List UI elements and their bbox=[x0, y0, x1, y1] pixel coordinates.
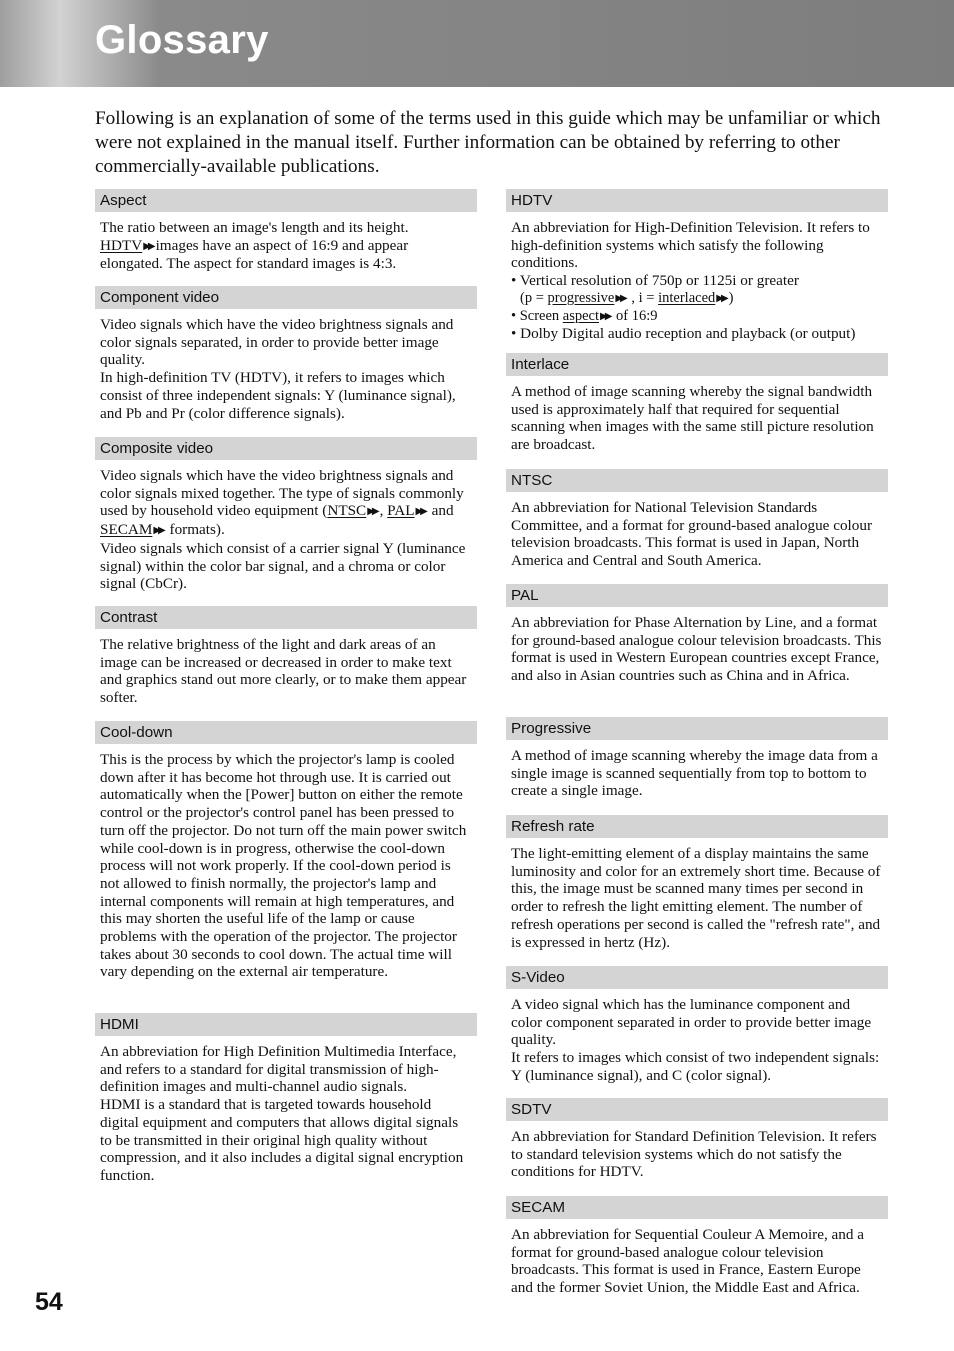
link-arrow-icon: ▶▶ bbox=[143, 240, 153, 252]
entry-secam bbox=[506, 1196, 888, 1297]
entry-body-cool-down bbox=[95, 744, 477, 981]
link-arrow-icon: ▶▶ bbox=[415, 506, 425, 518]
cool-down-text: This is the process by which the projector's lamp is cooled down after it has become hot through use. It is carried out automatically when the [Power] button on either the remote control or the projector's control panel has been pressed to turn off the projector. Do not turn off the main power switch while cool-down is in progress, otherwise the cool-down process will not work properly. If the cool-down period is not allowed to finish normally, the projector's lamp and internal components will remain at high temperatures, and this may shorten the useful life of the lamp or cause problems with the operation of the projector. The projector takes about 30 seconds to cool down. The actual time will vary depending on the external air temperature. bbox=[100, 751, 467, 981]
entry-title-s-video: S-Video bbox=[506, 966, 888, 989]
hdtv-bullet-1b-post: ) bbox=[728, 289, 734, 306]
entry-s-video bbox=[506, 966, 888, 1098]
entry-aspect bbox=[95, 189, 477, 286]
entry-body-secam bbox=[506, 1219, 888, 1297]
entry-body-s-video bbox=[506, 989, 888, 1085]
entry-progressive bbox=[506, 717, 888, 815]
hdtv-bullet-2-post: of 16:9 bbox=[612, 307, 658, 324]
left-column bbox=[95, 189, 477, 1185]
entry-title-hdmi: HDMI bbox=[95, 1013, 477, 1036]
hdtv-bullet-1: • Vertical resolution of 750p or 1125i or greater bbox=[511, 272, 799, 290]
entry-cool-down bbox=[95, 721, 477, 1013]
hdtv-bullet-3: • Dolby Digital audio reception and playback (or output) bbox=[511, 325, 856, 343]
entry-body-interlace bbox=[506, 376, 888, 454]
link-arrow-icon: ▶▶ bbox=[615, 292, 625, 304]
link-arrow-icon: ▶▶ bbox=[716, 292, 726, 304]
page-title: Glossary bbox=[95, 18, 269, 62]
header-banner bbox=[0, 0, 954, 87]
link-hdtv[interactable]: HDTV bbox=[100, 236, 143, 254]
entry-title-composite-video: Composite video bbox=[95, 437, 477, 460]
hdtv-bullet-1b-mid: , i = bbox=[627, 289, 659, 306]
entry-body-sdtv bbox=[506, 1121, 888, 1181]
link-arrow-icon: ▶▶ bbox=[367, 506, 377, 518]
composite-sep-2: and bbox=[427, 502, 454, 520]
ntsc-text: An abbreviation for National Television Standards Committee, and a format for ground-based analogue colour television broadcasts. This format is used in Japan, North America and Central and South America. bbox=[511, 499, 873, 570]
entry-body-composite-video bbox=[95, 460, 477, 593]
entry-title-hdtv: HDTV bbox=[506, 189, 888, 212]
interlace-text: A method of image scanning whereby the signal bandwidth used is approximately half that required for sequential scanning when images with the same still picture resolution are broadcast. bbox=[511, 383, 874, 454]
composite-text-1: Video signals which have the video brightness signals and color signals mixed together. The type of signals commonly used by household video equipment ( bbox=[100, 467, 464, 520]
hdmi-paragraph-1: An abbreviation for High Definition Multimedia Interface, and refers to a standard for digital transmission of high-definition images and multi-channel audio signals. bbox=[100, 1043, 457, 1096]
aspect-text-2: images have an aspect of 16:9 and appear elongated. The aspect for standard images is 4:3. bbox=[100, 236, 409, 273]
entry-title-aspect: Aspect bbox=[95, 189, 477, 212]
hdmi-paragraph-2: HDMI is a standard that is targeted towards household digital equipment and computers that allows digital signals to be transmitted in their original high quality without compression, and it also includes a digital signal encryption function. bbox=[100, 1096, 464, 1184]
composite-paragraph-2: Video signals which consist of a carrier signal Y (luminance signal) within the color bar signal, and a chroma or color signal (CbCr). bbox=[100, 539, 466, 593]
entry-body-aspect bbox=[95, 212, 477, 273]
link-interlaced[interactable]: interlaced bbox=[658, 289, 716, 306]
component-paragraph-1: Video signals which have the video brightness signals and color signals separated, in order to provide better image quality. bbox=[100, 316, 454, 369]
entry-title-progressive: Progressive bbox=[506, 717, 888, 740]
entry-body-refresh-rate bbox=[506, 838, 888, 951]
entry-title-ntsc: NTSC bbox=[506, 469, 888, 492]
pal-text: An abbreviation for Phase Alternation by Line, and a format for ground-based analogue colour television broadcasts. This format is used in Western European countries except France, and also in Asian countries such as China and in Africa. bbox=[511, 614, 882, 685]
link-arrow-icon: ▶▶ bbox=[153, 525, 163, 537]
entry-component-video bbox=[95, 286, 477, 437]
entry-title-component-video: Component video bbox=[95, 286, 477, 309]
entry-title-interlace: Interlace bbox=[506, 353, 888, 376]
entry-title-secam: SECAM bbox=[506, 1196, 888, 1219]
entry-title-refresh-rate: Refresh rate bbox=[506, 815, 888, 838]
entry-refresh-rate bbox=[506, 815, 888, 966]
entry-pal bbox=[506, 584, 888, 717]
right-column bbox=[506, 189, 888, 1297]
entry-interlace bbox=[506, 353, 888, 469]
hdtv-bullet-2-pre: • Screen bbox=[511, 307, 563, 324]
entry-body-hdmi bbox=[95, 1036, 477, 1185]
entry-body-hdtv bbox=[506, 212, 888, 343]
s-video-paragraph-1: A video signal which has the luminance component and color component separated in order to provide better image quality. bbox=[511, 996, 872, 1049]
aspect-text-1: The ratio between an image's length and its height. bbox=[100, 219, 409, 236]
entry-body-progressive bbox=[506, 740, 888, 800]
refresh-rate-text: The light-emitting element of a display maintains the same luminosity and color for an extremely short time. Because of this, the image must be scanned many times per second in order to refresh the light emitting element. The number of refresh operations per second is called the "refresh rate", and is expressed in hertz (Hz). bbox=[511, 845, 881, 951]
entry-title-contrast: Contrast bbox=[95, 606, 477, 629]
entry-body-component-video bbox=[95, 309, 477, 422]
link-progressive[interactable]: progressive bbox=[547, 289, 615, 306]
entry-body-ntsc bbox=[506, 492, 888, 570]
entry-title-pal: PAL bbox=[506, 584, 888, 607]
entry-ntsc bbox=[506, 469, 888, 584]
contrast-text: The relative brightness of the light and dark areas of an image can be increased or decreased in order to make text and graphics stand out more clearly, or to make them appear softer. bbox=[100, 636, 467, 707]
component-paragraph-2: In high-definition TV (HDTV), it refers to images which consist of three independent signals: Y (luminance signal), and Pb and Pr (color difference signals). bbox=[100, 369, 456, 422]
entry-contrast bbox=[95, 606, 477, 721]
entry-body-contrast bbox=[95, 629, 477, 707]
page-number: 54 bbox=[35, 1288, 63, 1316]
link-ntsc[interactable]: NTSC bbox=[327, 502, 367, 520]
link-arrow-icon: ▶▶ bbox=[600, 310, 610, 322]
intro-paragraph: Following is an explanation of some of the terms used in this guide which may be unfamiliar or which were not explained in the manual itself. Further information can be obtained by referring to other commercially-available publications. bbox=[95, 108, 881, 177]
entry-title-cool-down: Cool-down bbox=[95, 721, 477, 744]
entry-title-sdtv: SDTV bbox=[506, 1098, 888, 1121]
sdtv-text: An abbreviation for Standard Definition Television. It refers to standard television systems which do not satisfy the conditions for HDTV. bbox=[511, 1128, 877, 1181]
hdtv-paragraph-1: An abbreviation for High-Definition Television. It refers to high-definition systems which satisfy the following conditions. bbox=[511, 219, 870, 272]
entry-hdtv bbox=[506, 189, 888, 353]
entry-hdmi bbox=[95, 1013, 477, 1185]
progressive-text: A method of image scanning whereby the image data from a single image is scanned sequentially from top to bottom to create a single image. bbox=[511, 747, 878, 800]
entry-composite-video bbox=[95, 437, 477, 606]
entry-body-pal bbox=[506, 607, 888, 685]
link-secam[interactable]: SECAM bbox=[100, 521, 153, 539]
entry-sdtv bbox=[506, 1098, 888, 1196]
composite-text-2: formats). bbox=[165, 521, 225, 539]
link-aspect[interactable]: aspect bbox=[562, 307, 600, 324]
secam-text: An abbreviation for Sequential Couleur A Memoire, and a format for ground-based analogue colour television broadcasts. This format is used in France, Eastern Europe and the former Soviet Union, the Middle East and Africa. bbox=[511, 1226, 865, 1297]
composite-sep-1: , bbox=[379, 502, 388, 520]
hdtv-bullet-1b-pre: (p = bbox=[520, 289, 548, 306]
link-pal[interactable]: PAL bbox=[387, 502, 415, 520]
s-video-paragraph-2: It refers to images which consist of two independent signals: Y (luminance signal), and C (color signal). bbox=[511, 1049, 880, 1084]
